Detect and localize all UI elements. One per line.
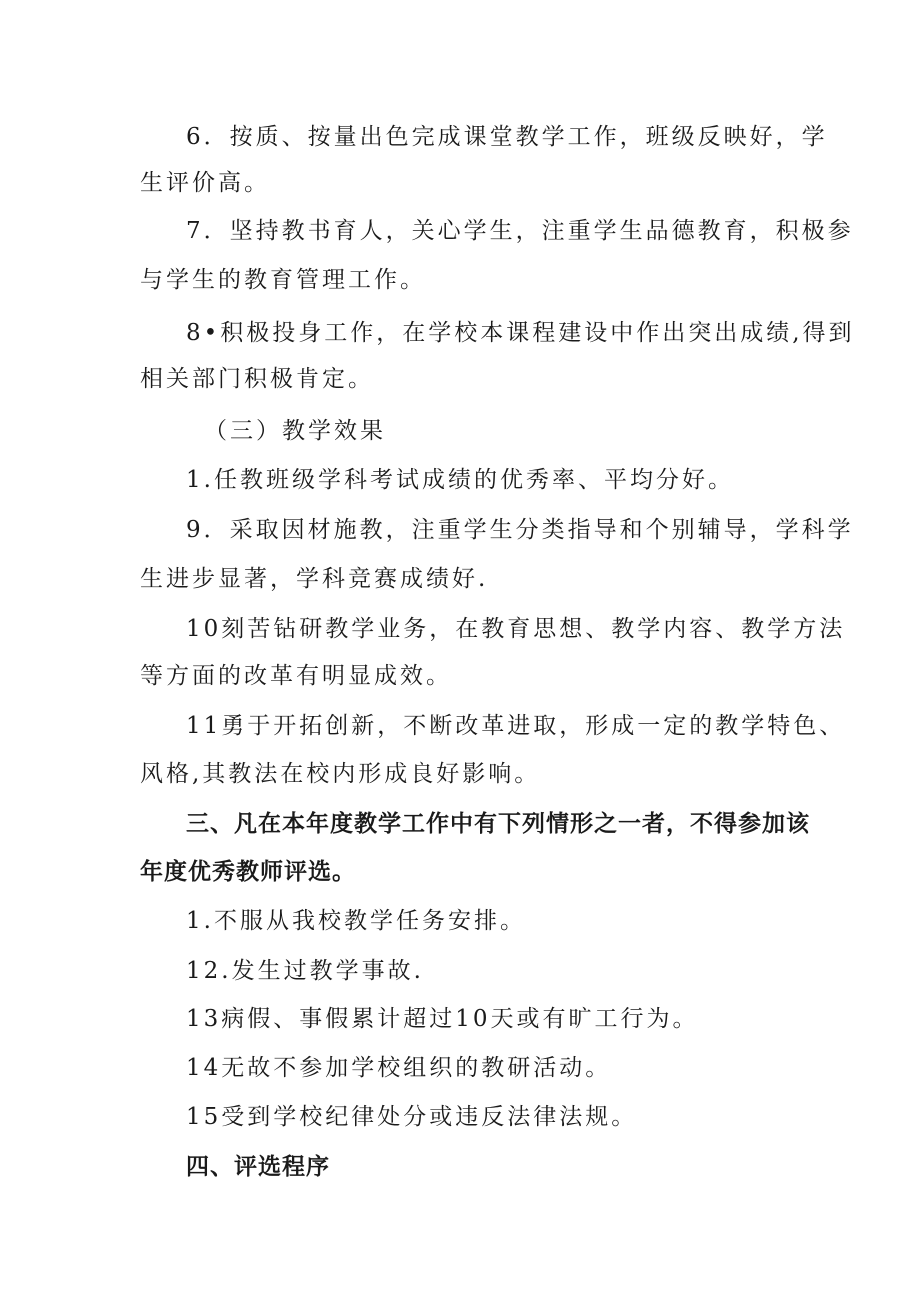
effect-item-1: 1.任教班级学科考试成绩的优秀率、平均分好。 bbox=[186, 467, 734, 493]
section-heading-teaching-effect: （三）教学效果 bbox=[204, 418, 386, 444]
item-11-line-1: 11勇于开拓创新，不断改革进取，形成一定的教学特色、 bbox=[186, 713, 846, 739]
disqualify-item-1: 1.不服从我校教学任务安排。 bbox=[186, 908, 526, 934]
disqualify-item-14: 14无故不参加学校组织的教研活动。 bbox=[186, 1055, 612, 1081]
item-10-line-1: 10刻苦钻研教学业务，在教育思想、教学内容、教学方法 bbox=[186, 616, 846, 642]
item-8-line-2: 相关部门积极肯定。 bbox=[140, 366, 374, 392]
item-10-line-2: 等方面的改革有明显成效。 bbox=[140, 663, 452, 689]
item-9-line-1: 9．采取因材施教，注重学生分类指导和个别辅导，学科学 bbox=[186, 517, 854, 543]
section-heading-disqualification-line-2: 年度优秀教师评选。 bbox=[140, 859, 356, 885]
disqualify-item-15: 15受到学校纪律处分或违反法律法规。 bbox=[186, 1104, 638, 1130]
section-heading-disqualification-line-1: 三、凡在本年度教学工作中有下列情形之一者，不得参加该 bbox=[186, 811, 810, 837]
disqualify-item-12: 12.发生过教学事故. bbox=[186, 958, 424, 984]
item-7-line-2: 与学生的教育管理工作。 bbox=[140, 267, 426, 293]
item-8-line-1: 8•积极投身工作，在学校本课程建设中作出突出成绩,得到 bbox=[186, 320, 855, 346]
item-6-line-2: 生评价高。 bbox=[140, 170, 270, 196]
item-7-line-1: 7．坚持教书育人，关心学生，注重学生品德教育，积极参 bbox=[186, 218, 854, 244]
disqualify-item-13: 13病假、事假累计超过10天或有旷工行为。 bbox=[186, 1006, 699, 1032]
item-9-line-2: 生进步显著，学科竞赛成绩好. bbox=[140, 566, 489, 592]
item-11-line-2: 风格,其教法在校内形成良好影响。 bbox=[140, 761, 541, 787]
section-heading-selection-procedure: 四、评选程序 bbox=[186, 1154, 330, 1180]
item-6-line-1: 6．按质、按量出色完成课堂教学工作，班级反映好，学 bbox=[186, 124, 828, 150]
